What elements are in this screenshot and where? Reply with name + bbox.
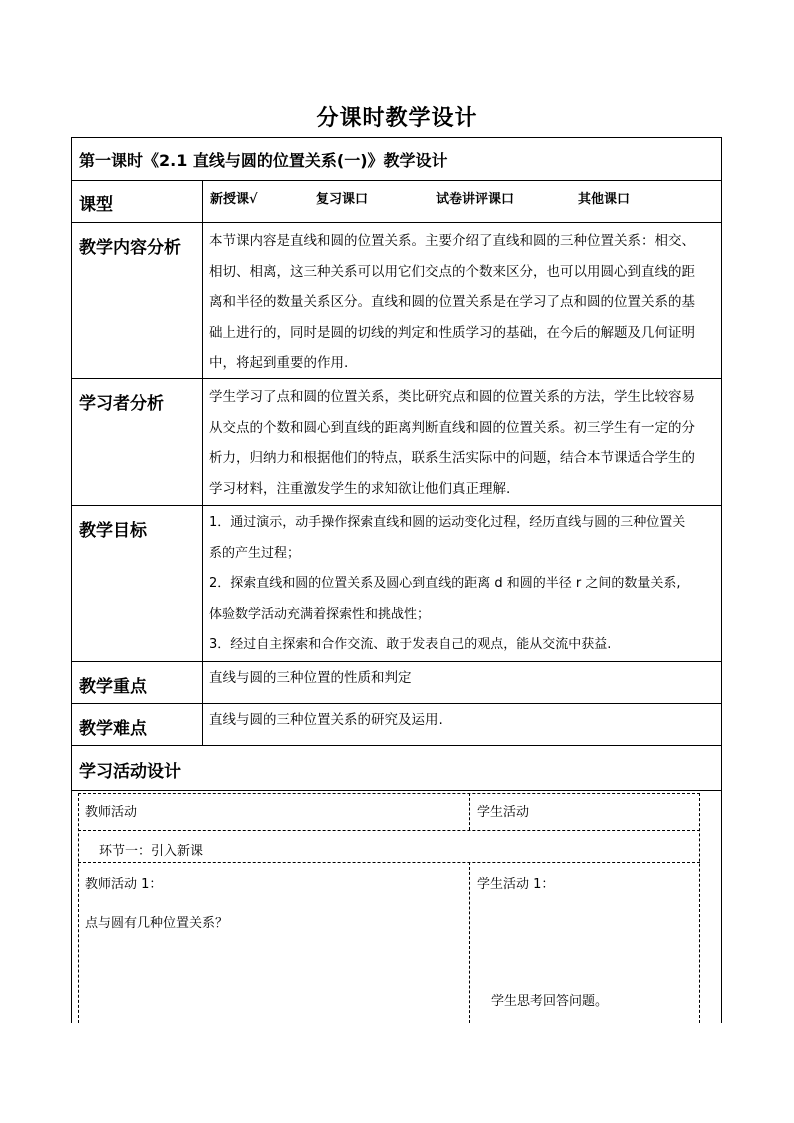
course-type-label: 课型 — [79, 195, 113, 215]
row-divider — [71, 222, 722, 223]
content-analysis-text: 本节课内容是直线和圆的位置关系。主要介绍了直线和圆的三种位置关系：相交、 相切、相离，这三种关系可以用它们交点的个数来区分，也可以用圆心到直线的距 离和半径的数量关系区分。直线和圆的位置关系是在学习了点和圆的位置关系的基 础上进行的，同时是圆的切线的判定和性质学习的基础，在今后的解题及几何证明 中，将起到重要的作用. — [209, 233, 695, 371]
lesson-title: 第一课时《2.1 直线与圆的位置关系(一)》教学设计 — [79, 151, 448, 170]
row-divider — [71, 790, 722, 791]
teacher-activity-header: 教师活动 — [85, 805, 138, 820]
student-activity-1-text: 学生思考回答问题。 — [491, 994, 609, 1009]
course-type-exam: 试卷讲评课口 — [436, 192, 515, 207]
difficulties-text: 直线与圆的三种位置关系的研究及运用. — [209, 712, 443, 728]
row-divider — [71, 661, 722, 662]
document-title: 分课时教学设计 — [316, 106, 478, 131]
student-activity-1-label: 学生活动 1： — [477, 877, 555, 892]
objectives-label: 教学目标 — [79, 521, 147, 541]
course-type-other: 其他课口 — [578, 192, 631, 207]
objectives-text: 1．通过演示，动手操作探索直线和圆的运动变化过程，经历直线与圆的三种位置关 系的产生过程； 2．探索直线和圆的位置关系及圆心到直线的距离 d 和圆的半径 r 之间的数量关系, 体验数学活动充满着探索性和挑战性； 3．经过自主探索和合作交流、敢于发表自己的观点，能从交流中获益. — [209, 515, 686, 652]
section-1-title: 环节一：引入新课 — [99, 844, 204, 859]
row-divider — [71, 180, 722, 181]
teacher-activity-1-label: 教师活动 1： — [85, 877, 163, 892]
teacher-activity-1-text: 点与圆有几种位置关系？ — [85, 916, 229, 931]
key-points-label: 教学重点 — [79, 677, 147, 697]
activity-column-divider — [469, 793, 470, 830]
row-divider — [71, 703, 722, 704]
activity-design-label: 学习活动设计 — [79, 762, 181, 782]
column-divider — [202, 180, 203, 745]
difficulties-label: 教学难点 — [79, 719, 147, 739]
row-divider — [71, 505, 722, 506]
student-activity-header: 学生活动 — [477, 805, 530, 820]
activity-column-divider — [469, 862, 470, 1023]
learner-analysis-label: 学习者分析 — [79, 394, 164, 414]
course-type-new: 新授课√ — [210, 192, 258, 207]
course-type-review: 复习课口 — [316, 192, 369, 207]
row-divider — [71, 745, 722, 746]
key-points-text: 直线与圆的三种位置的性质和判定 — [209, 670, 412, 686]
learner-analysis-text: 学生学习了点和圆的位置关系，类比研究点和圆的位置关系的方法，学生比较容易 从交点的个数和圆心到直线的距离判断直线和圆的位置关系。初三学生有一定的分 析力，归纳力和根据他们的特点，联系生活实际中的问题，结合本节课适合学生的 学习材料，注重激发学生的求知欲让他们真正理解. — [209, 389, 695, 497]
activity-table — [78, 793, 700, 1023]
activity-row-divider — [78, 862, 700, 863]
activity-row-divider — [78, 830, 700, 831]
content-analysis-label: 教学内容分析 — [79, 238, 181, 258]
